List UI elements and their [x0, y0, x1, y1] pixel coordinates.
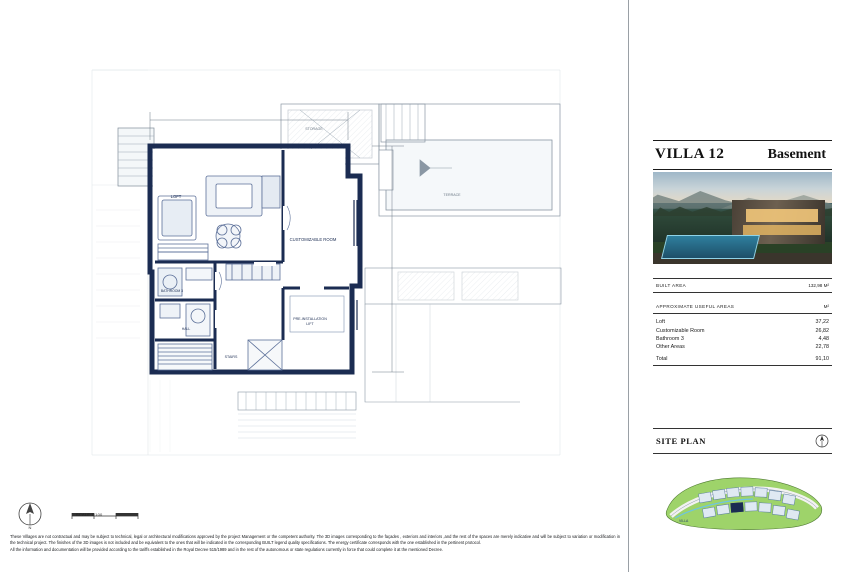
built-area-row: [653, 279, 832, 292]
villa-level: Basement: [767, 147, 826, 162]
list-item: [653, 326, 832, 334]
areas-total-value: 91,10: [815, 355, 829, 362]
room-label-lift-1: PRE-INSTALLATION: [293, 317, 327, 321]
scale-label: SCALE 1:100: [76, 512, 103, 517]
built-area-label: BUILT AREA: [656, 283, 687, 288]
list-item: [653, 343, 832, 351]
info-panel: [645, 0, 840, 572]
svg-text:VILLA: VILLA: [679, 519, 689, 523]
site-plan-map: [653, 458, 832, 538]
site-plan-header: [653, 428, 832, 454]
area-name: Customizable Room: [656, 327, 705, 334]
villa-header: [653, 140, 832, 170]
area-value: 26,82: [815, 327, 829, 334]
area-name: Bathroom 3: [656, 335, 684, 342]
villa-name: VILLA 12: [655, 146, 725, 162]
legal-footer-line-1: These Villages are not contractual and may be subject to technical, legal or architectural modifications approved by the project Management or the competent authority. The 3D images corresponding to the façades , exteriors and interiors ,and the rest of the spaces are merely indicative and will be subject to variation or modification in the technical project. The finishes of the 3D images is not included and be equivalent to the ones that will be indicated in the corresponding BUILT legend quality specifications. The energy certificate corresponds with the one established in the pertinent protocol.: [10, 534, 620, 545]
room-label-terrace: TERRACE: [443, 193, 461, 197]
area-value: 4,48: [818, 335, 829, 342]
list-item: [653, 318, 832, 326]
room-label-stairs: STAIRS: [224, 355, 238, 359]
vertical-divider: [628, 0, 629, 572]
areas-total-label: Total: [656, 355, 668, 362]
legal-footer: [10, 534, 620, 555]
room-label-bathroom-3: BATHROOM 3: [160, 289, 184, 293]
villa-render-image: [653, 172, 832, 264]
areas-total-row: [653, 352, 832, 363]
legal-footer-line-2: All the information and documentation will be provided according to the tariffs established in the Royal Decree 515/1989 and in the rest of the autonomous or state regulations currently in force that could complete it at the mentioned Decree.: [10, 547, 443, 553]
built-area-value: 132,98 M²: [808, 283, 829, 288]
approximate-areas-unit: M²: [823, 304, 829, 309]
approximate-areas-header: [653, 300, 832, 314]
render-window-light-lower: [743, 225, 822, 234]
site-plan-label: SITE PLAN: [656, 436, 707, 446]
room-label-storage: STORAGE: [305, 127, 323, 131]
areas-list: [653, 318, 832, 366]
area-name: Loft: [656, 319, 665, 326]
room-label-lift-2: LIFT: [306, 322, 314, 326]
room-label-hall: HALL: [181, 327, 191, 331]
north-arrow-icon: [815, 434, 829, 448]
approximate-areas-label: APPROXIMATE USEFUL AREAS: [656, 304, 735, 309]
area-value: 22,78: [815, 344, 829, 351]
room-label-customizable-room: CUSTOMIZABLE ROOM: [289, 237, 337, 242]
area-name: Other Areas: [656, 344, 685, 351]
list-item: [653, 335, 832, 343]
render-pool: [661, 235, 760, 259]
render-window-light-upper: [746, 209, 818, 222]
svg-text:N: N: [28, 525, 32, 530]
scale-block: [14, 500, 154, 530]
room-label-loft: LOFT: [170, 194, 182, 199]
area-value: 37,22: [815, 319, 829, 326]
approximate-areas-row: [653, 300, 832, 313]
built-area-block: [653, 278, 832, 293]
